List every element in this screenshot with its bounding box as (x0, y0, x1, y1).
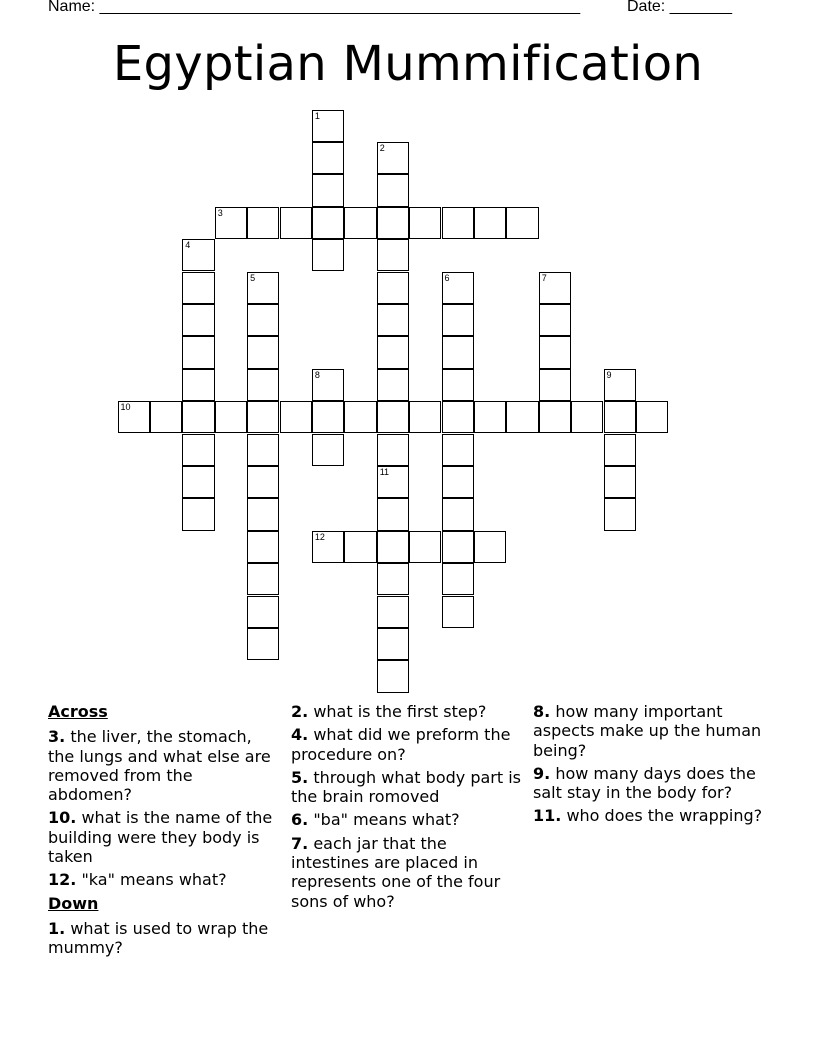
crossword-cell[interactable] (247, 401, 279, 433)
cell-number: 3 (217, 207, 223, 218)
clue-text: through what body part is the brain romoved (291, 767, 521, 807)
crossword-cell[interactable] (377, 272, 409, 304)
crossword-cell[interactable] (442, 466, 474, 498)
crossword-cell[interactable] (377, 174, 409, 206)
crossword-cell[interactable] (571, 401, 603, 433)
crossword-cell[interactable] (247, 531, 279, 563)
clue-across-10 (48, 808, 280, 866)
cell-number: 12 (314, 531, 325, 542)
cell-number: 9 (606, 369, 612, 380)
crossword-cell[interactable] (312, 239, 344, 271)
cell-number: 1 (314, 110, 320, 121)
crossword-cell[interactable] (377, 628, 409, 660)
crossword-cell[interactable] (539, 304, 571, 336)
clue-down-8 (533, 702, 773, 760)
crossword-cell[interactable] (442, 434, 474, 466)
crossword-cell[interactable] (377, 531, 409, 563)
clue-number: 4. (291, 725, 309, 745)
crossword-cell[interactable] (247, 434, 279, 466)
crossword-cell[interactable] (442, 272, 474, 304)
crossword-cell[interactable] (377, 142, 409, 174)
cell-number: 2 (379, 142, 385, 153)
clue-across-3 (48, 727, 280, 804)
crossword-cell[interactable] (182, 304, 214, 336)
crossword-cell[interactable] (377, 336, 409, 368)
crossword-cell[interactable] (474, 207, 506, 239)
clue-text: how many days does the salt stay in the body for? (533, 763, 756, 803)
crossword-cell[interactable] (377, 239, 409, 271)
crossword-cell[interactable] (182, 466, 214, 498)
crossword-cell[interactable] (409, 401, 441, 433)
crossword-cell[interactable] (118, 401, 150, 433)
crossword-cell[interactable] (182, 434, 214, 466)
crossword-cell[interactable] (377, 369, 409, 401)
clue-text: what is the name of the building were they body is taken (48, 808, 273, 867)
clue-number: 5. (291, 767, 309, 787)
crossword-cell[interactable] (474, 401, 506, 433)
crossword-cell[interactable] (247, 336, 279, 368)
crossword-cell[interactable] (442, 401, 474, 433)
crossword-cell[interactable] (215, 207, 247, 239)
crossword-cell[interactable] (377, 660, 409, 692)
crossword-cell[interactable] (377, 563, 409, 595)
clue-down-9 (533, 764, 773, 803)
clue-down-2 (291, 702, 527, 721)
crossword-cell[interactable] (182, 272, 214, 304)
crossword-cell[interactable] (247, 272, 279, 304)
crossword-cell[interactable] (604, 369, 636, 401)
clue-number: 1. (48, 918, 66, 938)
crossword-cell[interactable] (247, 304, 279, 336)
clues-column-1 (48, 702, 280, 962)
cell-number: 7 (541, 272, 547, 283)
crossword-cell[interactable] (377, 304, 409, 336)
clue-number: 6. (291, 810, 309, 830)
clue-number: 9. (533, 763, 551, 783)
crossword-cell[interactable] (312, 531, 344, 563)
crossword-cell[interactable] (474, 531, 506, 563)
crossword-cell[interactable] (442, 531, 474, 563)
crossword-cell[interactable] (409, 531, 441, 563)
clue-down-5 (291, 768, 527, 807)
crossword-cell[interactable] (182, 239, 214, 271)
crossword-cell[interactable] (344, 531, 376, 563)
clue-text: "ba" means what? (313, 810, 460, 830)
crossword-cell[interactable] (312, 174, 344, 206)
clue-text: the liver, the stomach, the lungs and what else are removed from the abdomen? (48, 727, 271, 805)
crossword-cell[interactable] (247, 466, 279, 498)
crossword-cell[interactable] (312, 142, 344, 174)
crossword-cell[interactable] (247, 369, 279, 401)
clue-down-1 (48, 919, 280, 958)
crossword-cell[interactable] (182, 401, 214, 433)
crossword-cell[interactable] (215, 401, 247, 433)
crossword-cell[interactable] (604, 466, 636, 498)
cell-number: 11 (379, 466, 390, 477)
crossword-cell[interactable] (539, 369, 571, 401)
clue-across-12 (48, 870, 280, 889)
clue-number: 3. (48, 727, 66, 747)
crossword-cell[interactable] (442, 596, 474, 628)
crossword-cell[interactable] (312, 434, 344, 466)
crossword-cell[interactable] (604, 401, 636, 433)
crossword-cell[interactable] (312, 401, 344, 433)
crossword-cell[interactable] (442, 336, 474, 368)
crossword-cell[interactable] (604, 498, 636, 530)
clue-text: how many important aspects make up the human being? (533, 702, 762, 760)
cell-number: 6 (444, 272, 450, 283)
clue-text: what is the first step? (313, 702, 487, 721)
clue-text: what did we preform the procedure on? (291, 725, 511, 764)
crossword-cell[interactable] (377, 434, 409, 466)
crossword-cell[interactable] (442, 563, 474, 595)
name-field-label: Name: ______________________________________________________ (48, 0, 581, 15)
clue-text: what is used to wrap the mummy? (48, 918, 269, 958)
crossword-cell[interactable] (539, 336, 571, 368)
clue-number: 12. (48, 870, 77, 890)
crossword-cell[interactable] (312, 369, 344, 401)
clue-number: 2. (291, 702, 309, 721)
crossword-cell[interactable] (506, 207, 538, 239)
clue-text: each jar that the intestines are placed in represents one of the four sons of who? (291, 833, 501, 911)
crossword-cell[interactable] (280, 207, 312, 239)
clue-number: 10. (48, 808, 77, 828)
cell-number: 10 (120, 402, 131, 413)
crossword-cell[interactable] (604, 434, 636, 466)
clue-number: 7. (291, 833, 309, 853)
crossword-cell[interactable] (247, 628, 279, 660)
crossword-cell[interactable] (442, 207, 474, 239)
clue-down-4 (291, 725, 527, 764)
crossword-cell[interactable] (247, 498, 279, 530)
crossword-cell[interactable] (539, 272, 571, 304)
crossword-cell[interactable] (377, 466, 409, 498)
down-heading: Down (48, 893, 99, 913)
page-title: Egyptian Mummification (112, 36, 704, 92)
crossword-cell[interactable] (377, 596, 409, 628)
clue-down-7 (291, 834, 527, 911)
crossword-cell[interactable] (442, 369, 474, 401)
crossword-cell[interactable] (506, 401, 538, 433)
clue-number: 8. (533, 702, 551, 721)
date-field-label: Date: _______ (627, 0, 732, 15)
crossword-cell[interactable] (377, 401, 409, 433)
clue-number: 11. (533, 806, 562, 826)
crossword-cell[interactable] (344, 401, 376, 433)
crossword-cell[interactable] (442, 304, 474, 336)
crossword-cell[interactable] (442, 498, 474, 530)
crossword-cell[interactable] (247, 207, 279, 239)
clues-column-2 (291, 702, 527, 915)
crossword-cell[interactable] (409, 207, 441, 239)
crossword-cell[interactable] (247, 563, 279, 595)
crossword-cell[interactable] (377, 498, 409, 530)
across-heading: Across (48, 702, 108, 721)
clue-down-11 (533, 806, 773, 825)
crossword-cell[interactable] (150, 401, 182, 433)
crossword-cell[interactable] (539, 401, 571, 433)
crossword-cell[interactable] (247, 596, 279, 628)
cell-number: 8 (314, 369, 320, 380)
clue-text: "ka" means what? (81, 870, 227, 890)
crossword-cell[interactable] (312, 110, 344, 142)
cell-number: 5 (250, 272, 256, 283)
clue-down-6 (291, 810, 527, 829)
crossword-cell[interactable] (182, 336, 214, 368)
crossword-cell[interactable] (636, 401, 668, 433)
crossword-cell[interactable] (280, 401, 312, 433)
crossword-cell[interactable] (182, 369, 214, 401)
cell-number: 4 (185, 240, 191, 251)
crossword-cell[interactable] (312, 207, 344, 239)
clues-column-3 (533, 702, 773, 830)
clue-text: who does the wrapping? (566, 806, 763, 826)
crossword-cell[interactable] (344, 207, 376, 239)
crossword-cell[interactable] (182, 498, 214, 530)
crossword-cell[interactable] (377, 207, 409, 239)
